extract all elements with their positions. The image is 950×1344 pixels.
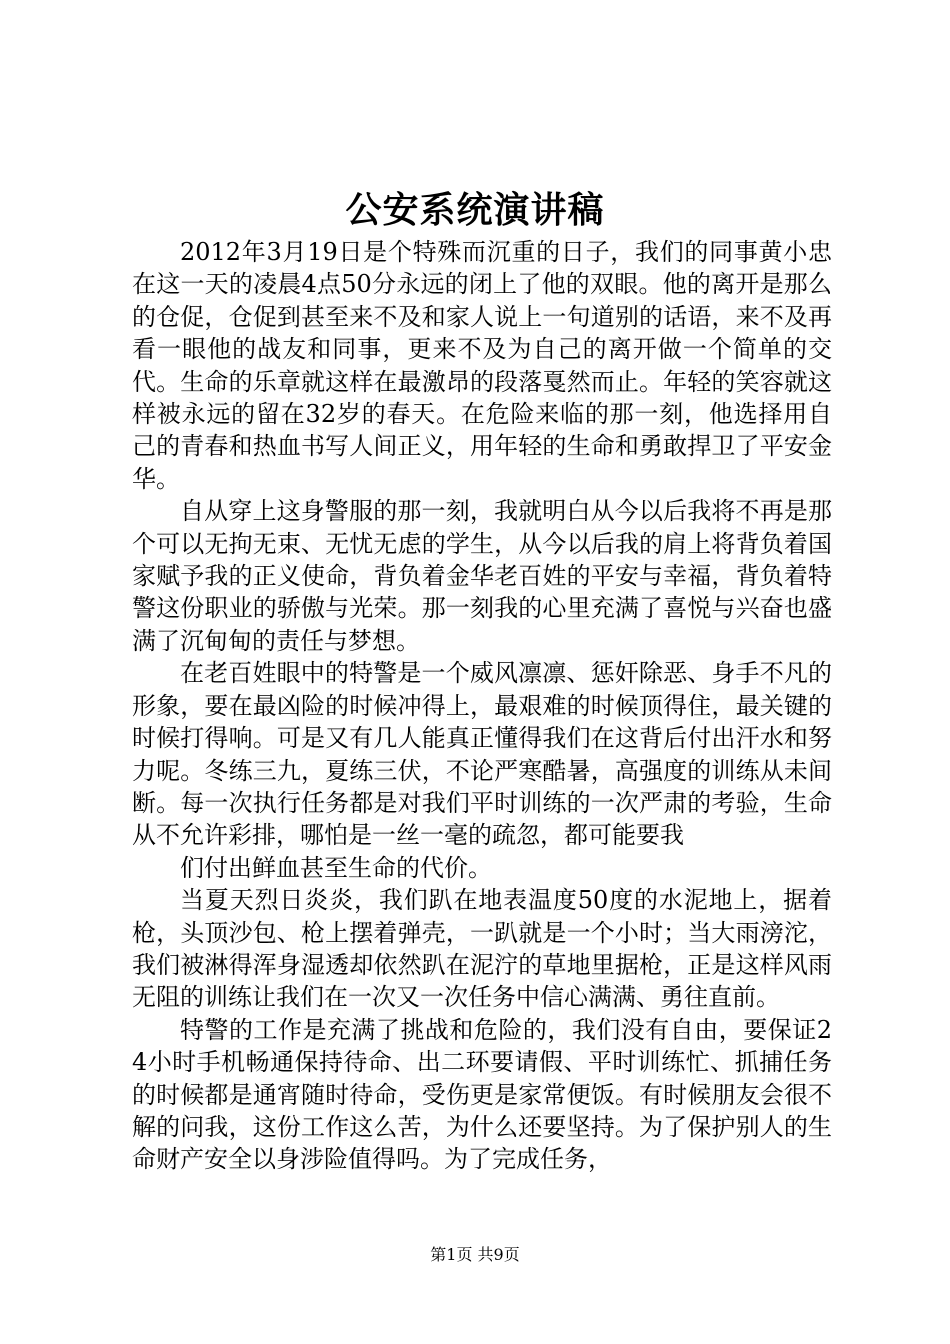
document-body: [132, 236, 832, 1176]
paragraph: 自从穿上这身警服的那一刻，我就明白从今以后我将不再是那个可以无拘无束、无忧无虑的学生，从今以后我的肩上将背负着国家赋予我的正义使命，背负着金华老百姓的平安与幸福，背负着特警这份职业的骄傲与光荣。那一刻我的心里充满了喜悦与兴奋也盛满了沉甸甸的责任与梦想。: [132, 497, 832, 655]
paragraph: 在老百姓眼中的特警是一个威风凛凛、惩奸除恶、身手不凡的形象，要在最凶险的时候冲得上，最艰难的时候顶得住，最关键的时候打得响。可是又有几人能真正懂得我们在这背后付出汗水和努力呢。冬练三九，夏练三伏，不论严寒酷暑，高强度的训练从未间断。每一次执行任务都是对我们平时训练的一次严肃的考验，生命从不允许彩排，哪怕是一丝一毫的疏忽，都可能要我: [132, 659, 832, 850]
paragraph: 当夏天烈日炎炎，我们趴在地表温度50度的水泥地上，据着枪，头顶沙包、枪上摆着弹壳，一趴就是一个小时；当大雨滂沱，我们被淋得浑身湿透却依然趴在泥泞的草地里据枪，正是这样风雨无阻的训练让我们在一次又一次任务中信心满满、勇往直前。: [132, 886, 832, 1012]
page-number-footer: 第1页 共9页: [430, 1245, 520, 1264]
document-title: 公安系统演讲稿: [345, 189, 605, 231]
paragraph: 们付出鲜血甚至生命的代价。: [180, 853, 492, 882]
paragraph: 2012年3月19日是个特殊而沉重的日子，我们的同事黄小忠在这一天的凌晨4点50分永远的闭上了他的双眼。他的离开是那么的仓促，仓促到甚至来不及和家人说上一句道别的话语，来不及再看一眼他的战友和同事，更来不及为自己的离开做一个简单的交代。生命的乐章就这样在最激昂的段落戛然而止。年轻的笑容就这样被永远的留在32岁的春天。在危险来临的那一刻，他选择用自己的青春和热血书写人间正义，用年轻的生命和勇敢捍卫了平安金华。: [132, 238, 832, 493]
paragraph: 特警的工作是充满了挑战和危险的，我们没有自由，要保证24小时手机畅通保持待命、出二环要请假、平时训练忙、抓捕任务的时候都是通宵随时待命，受伤更是家常便饭。有时候朋友会很不解的问我，这份工作这么苦，为什么还要坚持。为了保护别人的生命财产安全以身涉险值得吗。为了完成任务，: [132, 1015, 832, 1174]
